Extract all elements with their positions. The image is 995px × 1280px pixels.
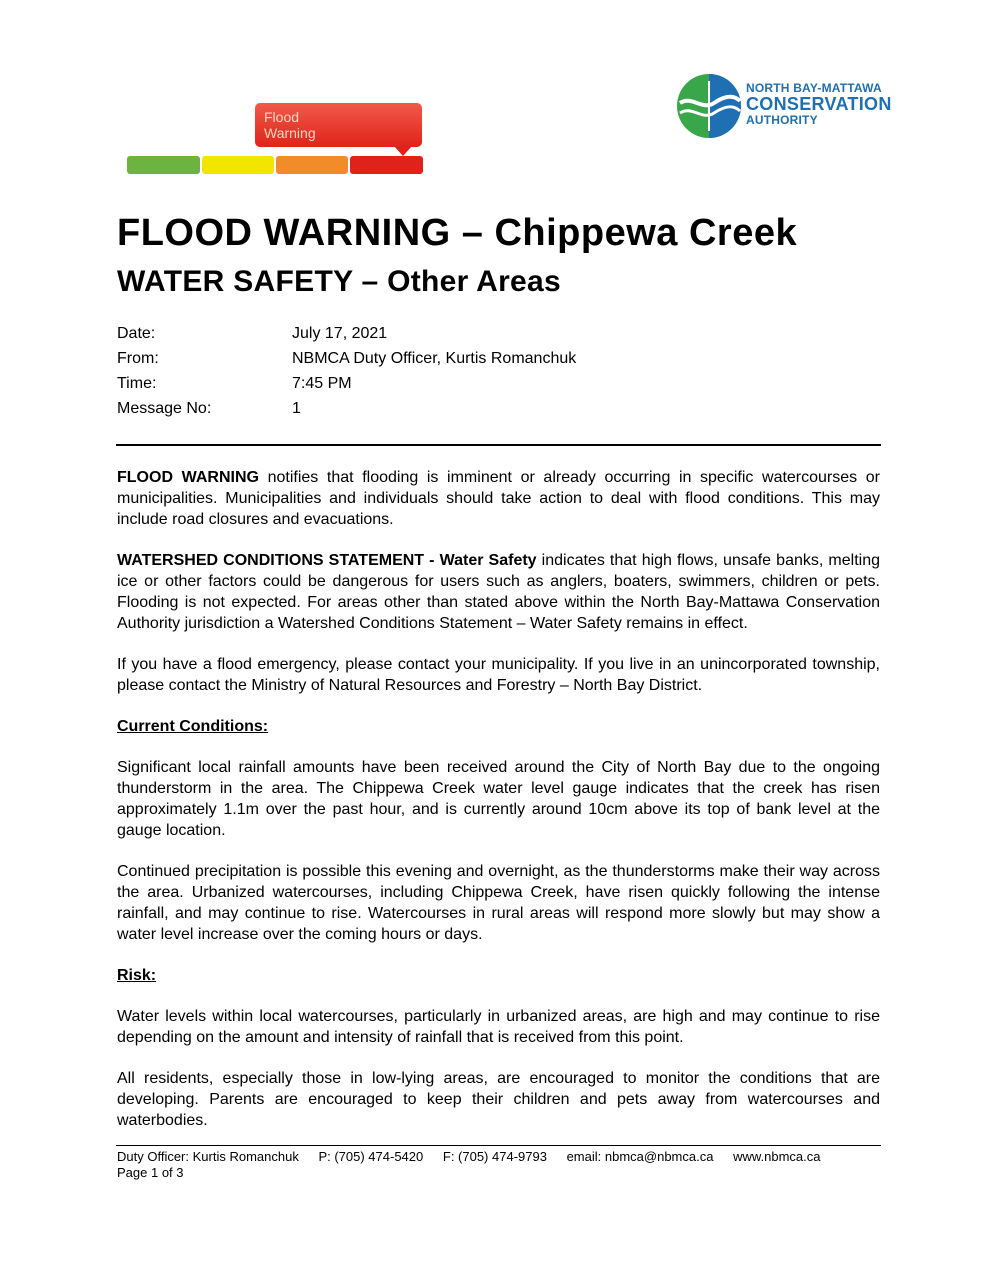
- water-safety-definition: indicates that high flows, unsafe banks, melting ice or other factors could be dangerous for users such as anglers, boaters, swimmers, children or pets. Flooding is not expected. For areas other than stated above within the North Bay-Mattawa Conservation Authority jurisdiction a Watershed Conditions Statement – Water Safety remains in effect.: [117, 552, 880, 632]
- paragraph-flood-warning: [117, 467, 880, 530]
- nbmca-logo-icon: [676, 73, 742, 139]
- risk-heading: Risk:: [117, 967, 157, 984]
- paragraph-emergency-contact: If you have a flood emergency, please contact your municipality. If you live in an unincorporated township, please contact the Ministry of Natural Resources and Forestry – North Bay District.: [117, 656, 880, 694]
- footer-fax: F: (705) 474-9793: [442, 1149, 547, 1164]
- paragraph-conditions-2: Continued precipitation is possible this evening and overnight, as the thunderstorms make their way across the area. Urbanized watercourses, including Chippewa Creek, have risen quickly following the intense rainfall, and may continue to rise. Watercourses in rural areas will respond more slowly but may show a water level increase over the coming hours or days.: [117, 863, 880, 943]
- footer-email[interactable]: email: nbmca@nbmca.ca: [566, 1149, 714, 1164]
- flood-badge-label: Flood Warning: [264, 109, 316, 141]
- meta-row-date: [117, 321, 576, 346]
- meta-row-message-no: [117, 396, 576, 421]
- flood-warning-definition: notifies that flooding is imminent or already occurring in specific watercourses or municipalities. Municipalities and individuals should take action to deal with flood conditions. This may include road closures and evacuations.: [117, 469, 881, 528]
- meta-row-from: [117, 346, 576, 371]
- scale-red: [350, 156, 423, 174]
- message-body: [117, 467, 880, 1151]
- footer-phone: P: (705) 474-5420: [318, 1149, 424, 1164]
- message-meta: [117, 321, 576, 421]
- meta-value: NBMCA Duty Officer, Kurtis Romanchuk: [292, 350, 577, 367]
- meta-row-time: [117, 371, 576, 396]
- current-conditions-heading: Current Conditions:: [117, 718, 269, 735]
- meta-label: Date:: [117, 325, 156, 342]
- footer-officer: Duty Officer: Kurtis Romanchuk: [117, 1149, 299, 1164]
- meta-label: From:: [117, 350, 159, 367]
- page-footer: [117, 1149, 837, 1181]
- term-flood-warning: FLOOD WARNING: [117, 469, 259, 486]
- scale-orange: [276, 156, 348, 174]
- scale-yellow: [202, 156, 274, 174]
- meta-value: July 17, 2021: [292, 325, 388, 342]
- paragraph-conditions-1: Significant local rainfall amounts have been received around the City of North Bay due to the ongoing thunderstorm in the area. The Chippewa Creek water level gauge indicates that the creek has risen approximately 1.1m over the past hour, and is currently around 10cm above its top of bank level at the gauge location.: [117, 759, 880, 839]
- meta-value: 1: [292, 400, 301, 417]
- page-title: FLOOD WARNING – Chippewa Creek: [117, 212, 798, 254]
- meta-label: Message No:: [117, 400, 212, 417]
- footer-contact-row: [117, 1149, 837, 1165]
- footer-website[interactable]: www.nbmca.ca: [733, 1149, 821, 1164]
- flood-badge-text: [264, 109, 324, 141]
- paragraph-water-safety: [117, 550, 880, 634]
- meta-label: Time:: [117, 375, 157, 392]
- logo-line2: CONSERVATION: [746, 94, 892, 114]
- page-subtitle: WATER SAFETY – Other Areas: [117, 265, 562, 298]
- meta-value: 7:45 PM: [292, 375, 352, 392]
- logo-line1: NORTH BAY-MATTAWA: [746, 81, 882, 95]
- header-divider: [116, 444, 881, 446]
- flood-badge-pointer: [394, 146, 412, 156]
- scale-green: [127, 156, 200, 174]
- page-number: Page 1 of 3: [117, 1165, 184, 1180]
- footer-divider: [116, 1145, 881, 1146]
- paragraph-risk-1: Water levels within local watercourses, particularly in urbanized areas, are high and may continue to rise depending on the amount and intensity of rainfall that is received from this point.: [117, 1008, 880, 1046]
- term-water-safety: WATERSHED CONDITIONS STATEMENT - Water Safety: [117, 552, 537, 569]
- paragraph-risk-2: All residents, especially those in low-lying areas, are encouraged to monitor the conditions that are developing. Parents are encouraged to keep their children and pets away from watercourses and waterbodies.: [117, 1070, 880, 1129]
- logo-line3: AUTHORITY: [746, 113, 818, 127]
